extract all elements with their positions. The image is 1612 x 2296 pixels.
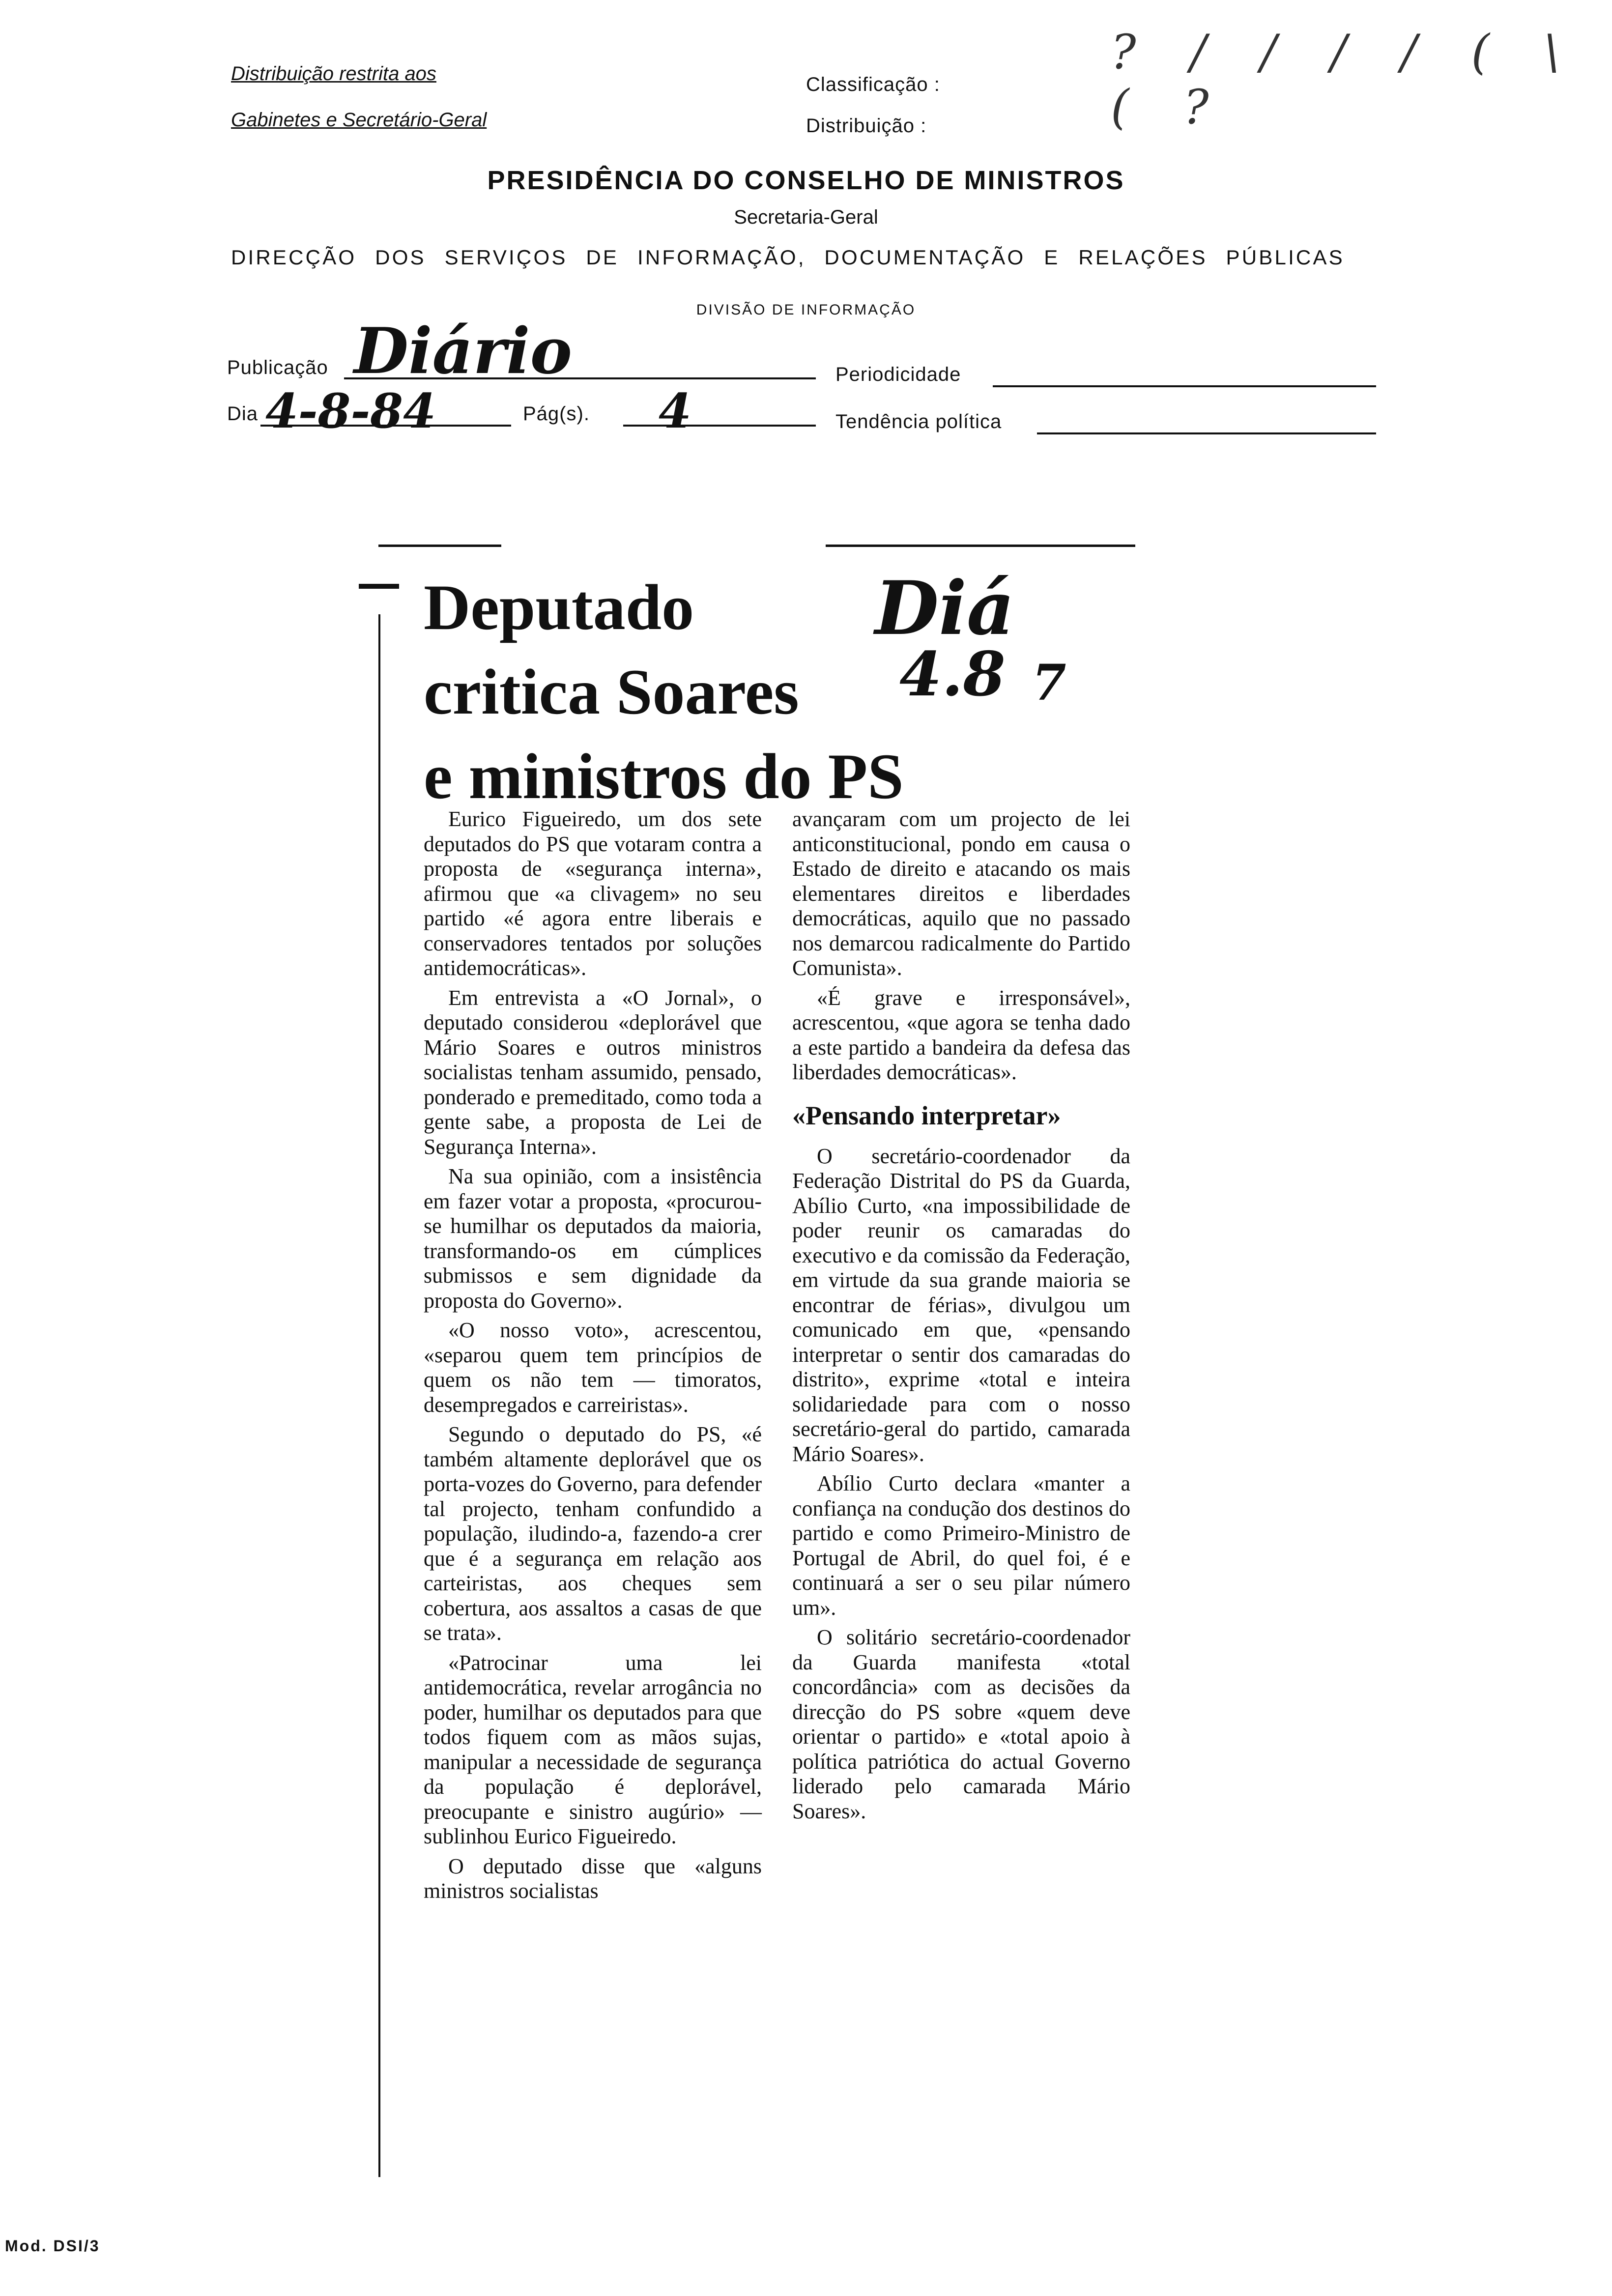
col2-paragraph: «É grave e irresponsável», acrescentou, «que agora se tenha dado a este partido a bandeira da defesa das liberdades democráticas».: [792, 985, 1130, 1084]
col2-paragraph: O secretário-coordenador da Federação Distrital do PS da Guarda, Abílio Curto, «na impossibilidade de poder reunir os camaradas do executivo e da comissão da Federação, em virtude da sua grande maioria se encontrar de férias», divulgou um comunicado em que, «pensando interpretar o sentir dos camaradas do distrito», exprime «total e inteira solidariedade para com o nosso secretário-geral do partido, camarada Mário Soares».: [792, 1144, 1130, 1466]
periodicidade-label: Periodicidade: [835, 364, 961, 385]
dia-value: 4-8-84: [265, 383, 436, 439]
publicacao-value: Diário: [354, 315, 572, 388]
article-column-1: [424, 807, 762, 1909]
col2-paragraph: Abílio Curto declara «manter a confiança na condução dos destinos do partido e como Primeiro-Ministro de Portugal de Abril, do quel foi, é e continuará a ser o seu pilar número um».: [792, 1471, 1130, 1620]
col1-paragraph: Em entrevista a «O Jornal», o deputado considerou «deplorável que Mário Soares e outros ministros socialistas tenham assumido, pensado, ponderado e premeditado, como toda a gente sabe, a proposta de Lei de Segurança Interna».: [424, 985, 762, 1159]
article-column-2: [792, 807, 1130, 1829]
clip-mark: [359, 584, 399, 589]
publicacao-underline: [344, 377, 816, 379]
rule-left: [378, 545, 501, 547]
col1-paragraph: Na sua opinião, com a insistência em fazer votar a proposta, «procurou-se humilhar os deputados da maioria, transformando-os em cúmplices submissos e sem dignidade da proposta do Governo».: [424, 1164, 762, 1313]
col2-paragraph: O solitário secretário-coordenador da Guarda manifesta «total concordância» com as decisões da direcção do PS sobre «quem deve orientar o partido» e «total apoio à política patriótica do actual Governo liderado pelo camarada Mário Soares».: [792, 1625, 1130, 1823]
direction-line: DIRECÇÃO DOS SERVIÇOS DE INFORMAÇÃO, DOCUMENTAÇÃO E RELAÇÕES PÚBLICAS: [231, 246, 1345, 269]
division-line: DIVISÃO DE INFORMAÇÃO: [696, 302, 916, 318]
col1-paragraph: Eurico Figueiredo, um dos sete deputados do PS que votaram contra a proposta de «segurança interna», afirmou que «a clivagem» no seu partido «é agora entre liberais e conservadores tentados por soluções antidemocráticas».: [424, 807, 762, 980]
clip-edge: [378, 614, 380, 2177]
pags-label: Pág(s).: [523, 403, 590, 425]
col1-paragraph: «O nosso voto», acrescentou, «separou quem tem princípios de quem os não tem — timoratos, desempregados e carreiristas».: [424, 1318, 762, 1417]
dia-label: Dia: [227, 403, 259, 425]
headline-line-3: e ministros do PS: [424, 740, 904, 812]
col1-paragraph: O deputado disse que «alguns ministros socialistas: [424, 1854, 762, 1903]
org-subtitle: Secretaria-Geral: [734, 206, 878, 228]
distribution-line-1: Distribuição restrita aos: [231, 63, 436, 85]
dia-underline: [260, 425, 511, 427]
form-code: Mod. DSI/3: [5, 2237, 100, 2255]
article-subheading: «Pensando interpretar»: [792, 1100, 1061, 1130]
periodicidade-underline: [993, 385, 1376, 387]
pags-underline: [623, 425, 816, 427]
annotation-year: 7: [1032, 654, 1066, 712]
annotation-word: Diá: [875, 565, 1015, 652]
rule-right: [826, 545, 1135, 547]
distribuicao-label: Distribuição :: [806, 115, 927, 137]
headline-line-1: Deputado: [424, 571, 694, 643]
tendencia-label: Tendência política: [835, 411, 1002, 432]
classificacao-label: Classificação :: [806, 74, 940, 95]
distribution-line-2: Gabinetes e Secretário-Geral: [231, 109, 487, 131]
publicacao-label: Publicação: [227, 357, 328, 378]
col1-paragraph: «Patrocinar uma lei antidemocrática, revelar arrogância no poder, humilhar os deputados para que todos fiquem com as mãos sujas, manipular a necessidade de segurança da população é deplorável, preocupante e sinistro augúrio» — sublinhou Eurico Figueiredo.: [424, 1650, 762, 1848]
corner-scribble: ? / / / / ( \ ( ?: [1111, 25, 1580, 135]
org-title: PRESIDÊNCIA DO CONSELHO DE MINISTROS: [487, 166, 1125, 195]
tendencia-underline: [1037, 432, 1376, 434]
headline-line-2: critica Soares: [424, 656, 799, 728]
col2-paragraph: avançaram com um projecto de lei anticonstitucional, pondo em causa o Estado de direito e atacando os mais elementares direitos e liberdades democráticas, aquilo que no passado nos demarcou radicalmente do Partido Comunista».: [792, 807, 1130, 980]
col1-paragraph: Segundo o deputado do PS, «é também altamente deplorável que os porta-vozes do Governo, para defender tal projecto, tenham confundido a população, iludindo-a, fazendo-a crer que é a segurança em relação aos carteiristas, aos cheques sem cobertura, aos assaltos a casas de que se trata».: [424, 1422, 762, 1645]
annotation-date: 4.8: [899, 639, 1006, 710]
pags-value: 4: [659, 383, 691, 439]
